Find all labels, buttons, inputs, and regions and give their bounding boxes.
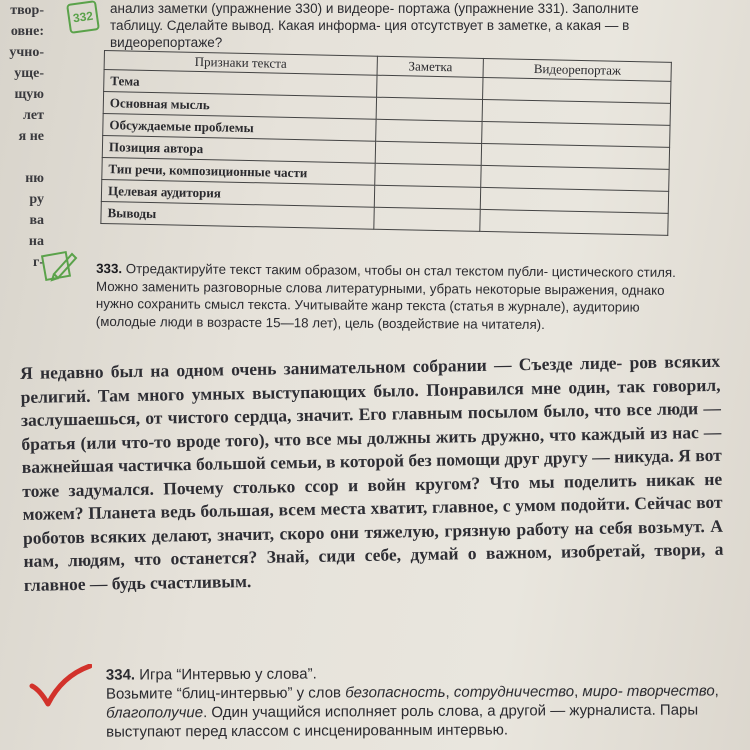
exercise-text: Я недавно был на одном очень занимательном собрании — Съезде лиде- ров всяких религий. Там много умных выступающих было. Понравился мне один, так говорил, заслушаешься, от чистого сердца, значит. Его главным посылом было, что все люди — братья (или что-то вроде того), что все мы должны жить дружно, что каждый из нас — важнейшая частичка большой семьи, в которой без помощи друг другу — никуда. Я вот тоже задумался. Почему столько ссор и войн кругом? Что мы поделить никак не можем? Планета ведь большая, всем места хватит, главное, с умом подойти. Сейчас вот роботов всяких делают, значит, скоро они тяжелую, грязную работу на себя возьмут. А нам, людям, что останется? Знай, сиди себе, думай о важном, изобретай, твори, а главное — будь счастливым.: [20, 350, 724, 595]
row-label: Целевая аудитория: [101, 179, 374, 207]
table-cell[interactable]: [374, 207, 481, 231]
row-label: Основная мысль: [103, 92, 376, 120]
gutter-line: ру: [29, 192, 44, 207]
table-cell[interactable]: [375, 141, 482, 165]
task-334-word: миро-: [582, 682, 623, 701]
table-header-note: Заметка: [377, 56, 484, 77]
gutter-line: твор-: [10, 3, 44, 18]
table-cell[interactable]: [377, 75, 484, 99]
row-label: Позиция автора: [102, 135, 375, 163]
task-332-instruction: анализ заметки (упражнение 330) и видеоре- портажа (упражнение 331). Заполните таблицу. Сделайте вывод. Какая информа- ция отсутствует в заметке, а какая — в видеорепортаже?: [110, 1, 639, 50]
task-334-title-text: Игра “Интервью у слова”.: [139, 665, 317, 684]
comparison-table: [100, 50, 672, 236]
task-334-body: Возьмите “блиц-интервью” у слов безопасность, сотрудничество, миро- творчество, благополучие. Один учащийся исполняет роль слова, а другой — журналиста. Пары выступают перед классом с инсценированным интервью.: [105, 682, 719, 741]
row-label: Выводы: [101, 201, 374, 229]
table-cell[interactable]: [376, 119, 483, 143]
row-label: Обсуждаемые проблемы: [103, 113, 376, 141]
row-label: Тема: [104, 70, 377, 98]
task-333-text: Отредактируйте текст таким образом, чтобы он стал текстом публи- цистического стиля. Можно заменить разговорные слова литературными, убрать некоторые выражения, однако нужно сохранить смысл текста. Учитывайте жанр текста (статья в журнале), аудиторию (молодые люди в возрасте 15—18 лет), цель (воздействие на читателя).: [95, 261, 676, 332]
gutter-line: я не: [18, 129, 44, 144]
row-label: Тип речи, композиционные части: [102, 157, 375, 185]
table-header-video: Видеорепортаж: [483, 58, 671, 81]
gutter-line: щую: [14, 87, 44, 102]
task-334-number: 334.: [105, 666, 136, 684]
gutter-line: г-: [32, 255, 44, 270]
task-334-text: журналиста. Пары выступают перед классом с инсценированным интервью.: [106, 701, 699, 741]
task-332-number: 332: [66, 0, 100, 34]
gutter-line: ню: [25, 171, 44, 186]
gutter-line: уще-: [14, 66, 44, 81]
checkmark-icon: [28, 664, 92, 708]
task-334-word: творчество: [626, 682, 715, 700]
task-334: [106, 662, 726, 741]
table-cell[interactable]: [374, 185, 481, 209]
task-334-text: . Один учащийся исполняет роль слова, а другой —: [203, 702, 566, 722]
task-334-word: безопасность: [345, 683, 446, 702]
gutter-line: [0, 147, 44, 168]
gutter-line: на: [28, 234, 44, 249]
task-333-instruction: [96, 260, 692, 334]
gutter-line: учно-: [9, 45, 44, 60]
gutter-line: ва: [29, 213, 44, 228]
task-333-number: 333.: [96, 260, 123, 277]
table-cell[interactable]: [375, 163, 482, 187]
gutter-line: лет: [23, 108, 44, 123]
task-334-text: Возьмите “блиц-интервью” у слов: [105, 684, 346, 703]
table-cell[interactable]: [480, 209, 668, 235]
pencil-icon: [40, 248, 80, 284]
gutter-line: овне:: [10, 24, 44, 39]
table-header-features: Признаки текста: [104, 51, 377, 76]
table-cell[interactable]: [376, 97, 483, 121]
task-334-word: сотрудничество: [453, 683, 575, 701]
task-334-word: благополучие: [106, 704, 204, 722]
